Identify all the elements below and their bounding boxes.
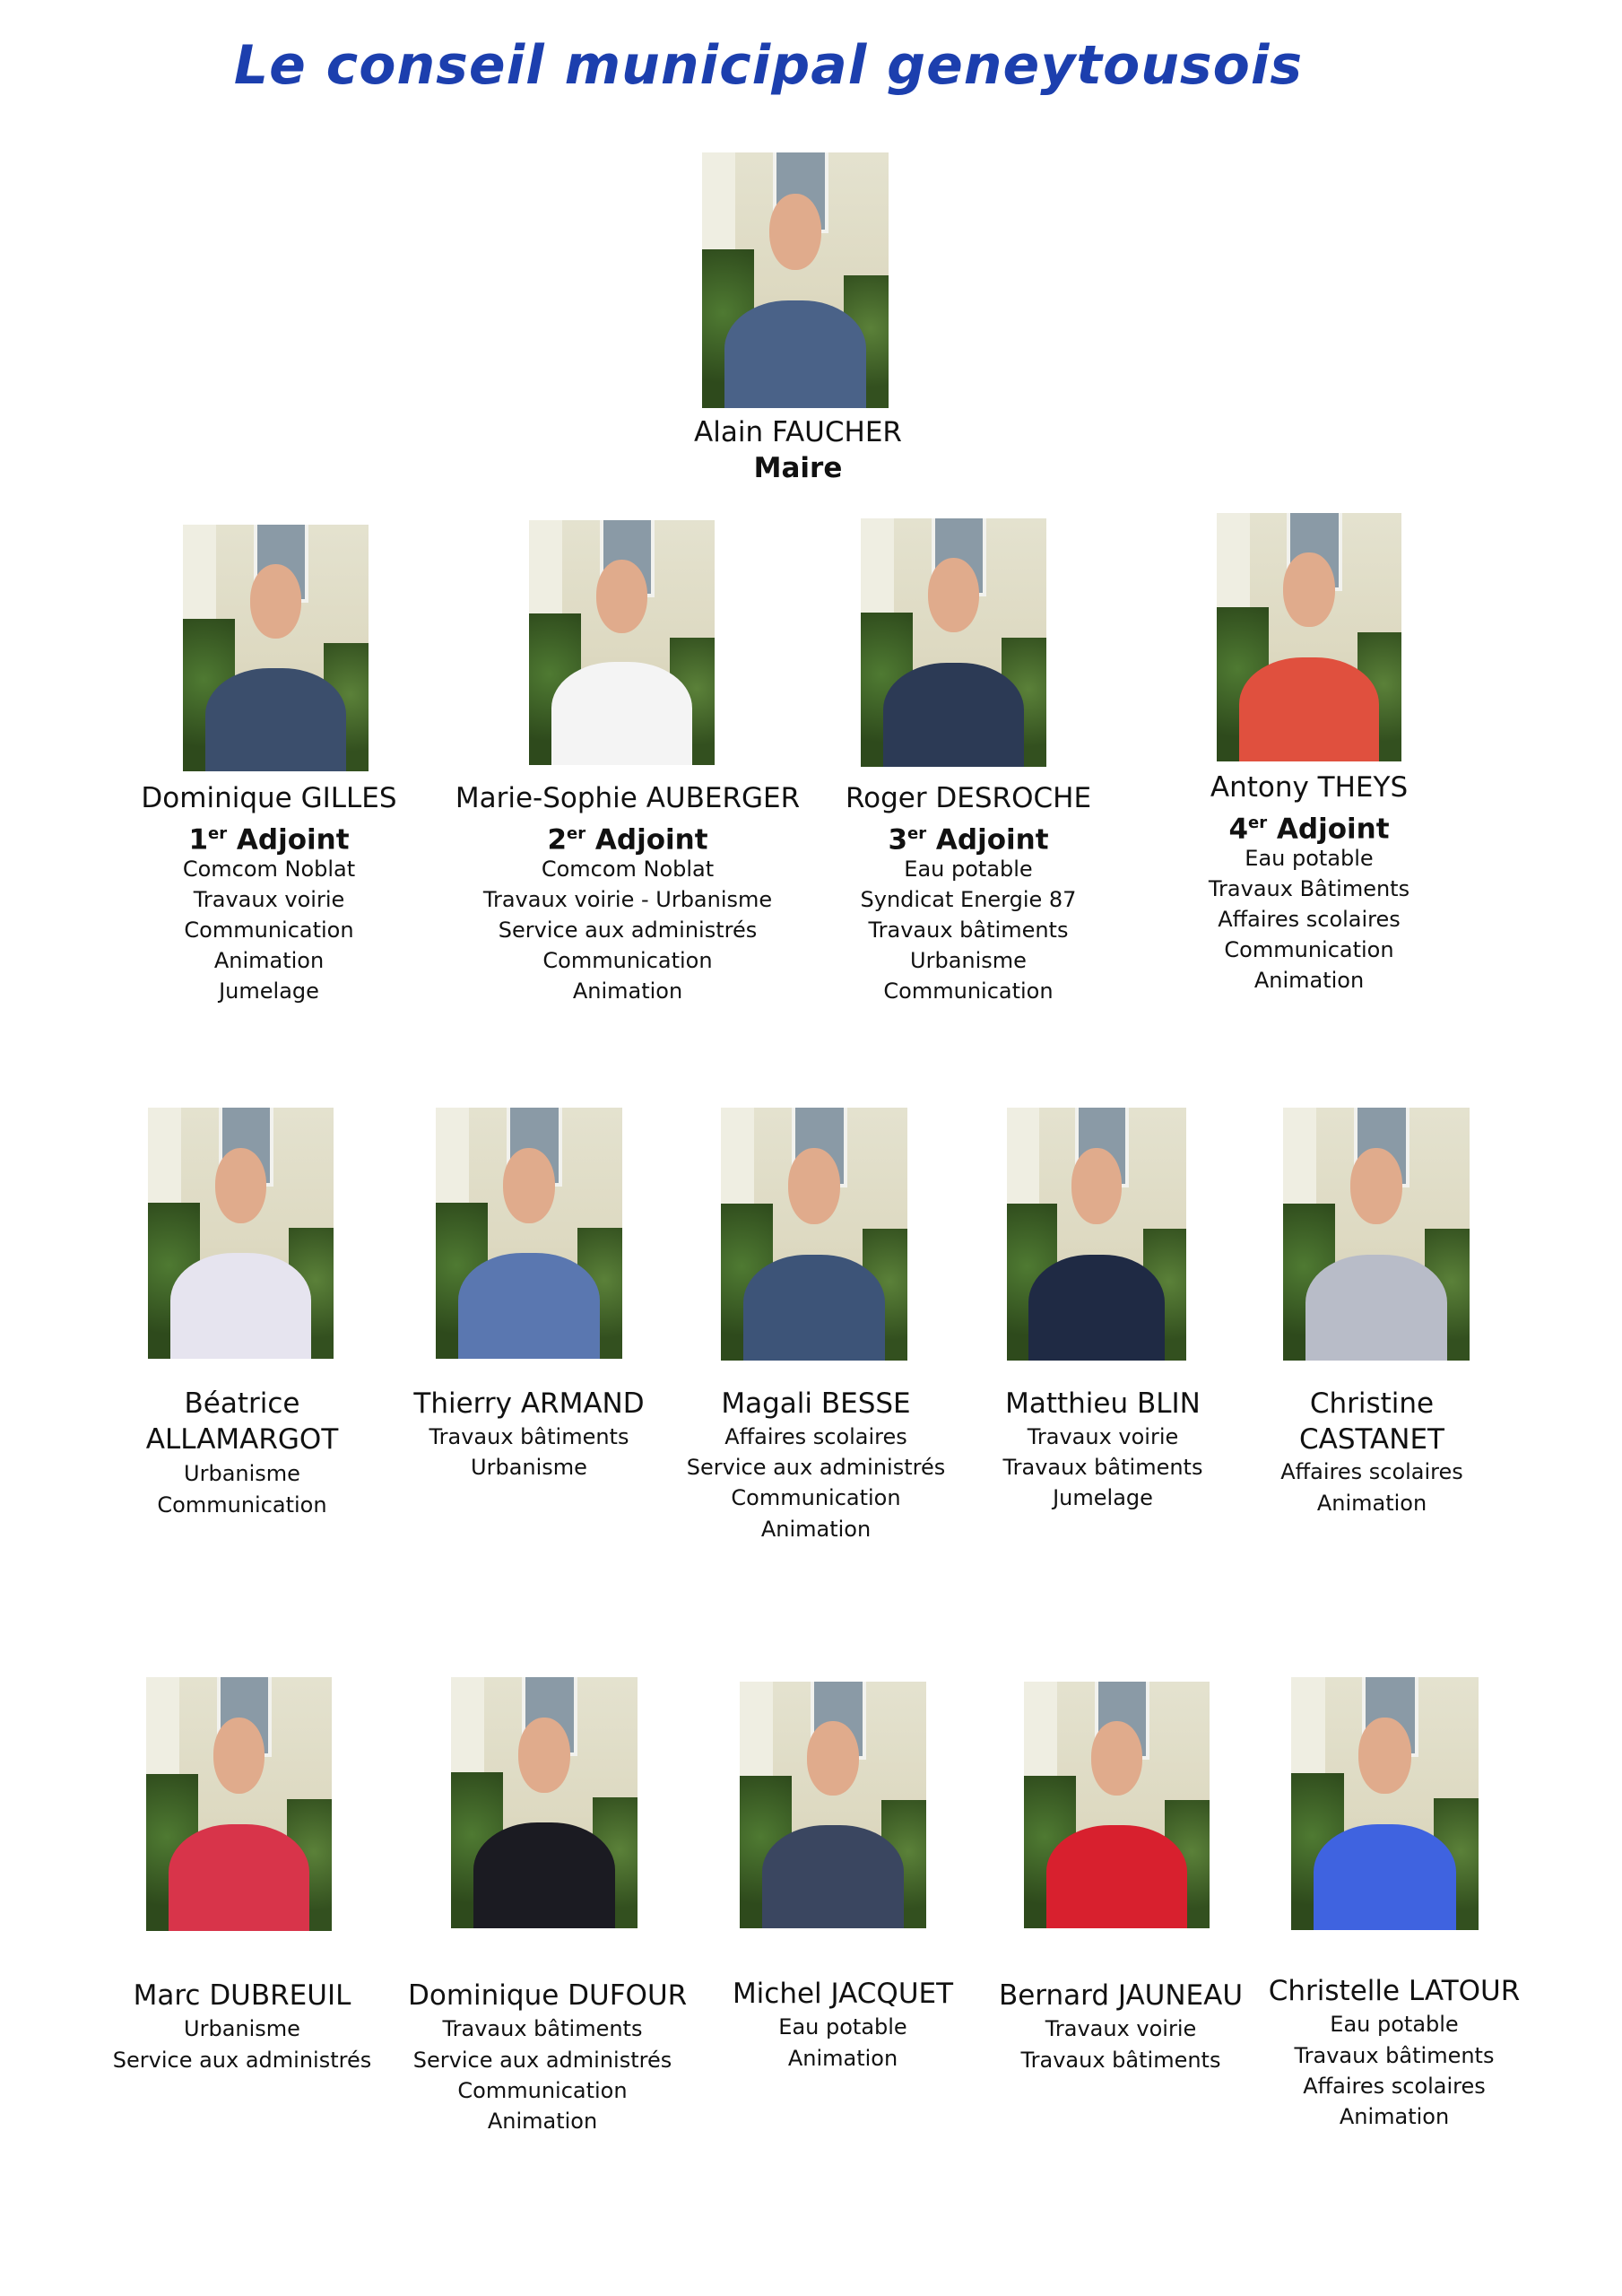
member-task: Jumelage	[1053, 1485, 1153, 1510]
member-card-christine-castanet	[1255, 1108, 1488, 1520]
member-photo	[1291, 1677, 1479, 1930]
member-photo	[721, 1108, 907, 1361]
role-label: Adjoint	[594, 823, 708, 857]
member-task: Travaux bâtiments	[1020, 2048, 1221, 2073]
member-task: Animation	[572, 978, 683, 1004]
member-task: Communication	[184, 918, 354, 943]
member-name: Antony THEYS	[1210, 771, 1409, 804]
member-task: Communication	[457, 2078, 628, 2103]
member-photo	[1217, 513, 1401, 761]
member-task: Travaux voirie	[1045, 2016, 1197, 2041]
member-name: Roger DESROCHE	[845, 782, 1092, 814]
member-photo	[148, 1108, 334, 1359]
member-task: Service aux administrés	[112, 2048, 372, 2073]
member-task: Affaires scolaires	[1303, 2074, 1486, 2099]
member-task: Urbanisme	[184, 1461, 300, 1486]
member-task: Jumelage	[219, 978, 319, 1004]
member-card-alain-faucher	[619, 152, 977, 493]
member-photo	[861, 518, 1046, 767]
member-task: Communication	[1224, 937, 1394, 962]
member-card-christelle-latour	[1260, 1677, 1529, 2144]
member-card-beatrice-allamargot	[126, 1108, 359, 1520]
member-card-bernard-jauneau	[991, 1682, 1251, 2076]
role-label: Adjoint	[236, 823, 350, 857]
member-task: Animation	[213, 948, 325, 973]
member-photo	[146, 1677, 332, 1931]
member-task: Eau potable	[778, 2014, 907, 2039]
member-card-matthieu-blin	[968, 1108, 1237, 1520]
member-card-thierry-armand	[395, 1108, 664, 1480]
member-task: Comcom Noblat	[541, 857, 715, 882]
role-suffix: er	[208, 824, 228, 843]
member-task: Affaires scolaires	[1218, 907, 1401, 932]
member-name: Christine	[1309, 1387, 1435, 1420]
member-task: Urbanisme	[184, 2016, 300, 2041]
member-task: Urbanisme	[910, 948, 1027, 973]
member-task: Travaux Bâtiments	[1208, 876, 1410, 901]
member-task: Animation	[487, 2109, 598, 2134]
member-card-antony-theys	[1175, 513, 1444, 1002]
member-task: Eau potable	[904, 857, 1033, 882]
member-card-marc-dubreuil	[112, 1677, 372, 2072]
member-task: Communication	[542, 948, 713, 973]
member-task: Animation	[787, 2046, 898, 2071]
member-role	[825, 816, 1112, 857]
role-suffix: er	[907, 824, 927, 843]
member-role: Maire	[753, 452, 843, 484]
member-card-michel-jacquet	[713, 1682, 973, 2076]
member-task: Service aux administrés	[498, 918, 758, 943]
member-task: Travaux bâtiments	[429, 1424, 629, 1449]
member-task: Travaux voirie - Urbanisme	[482, 887, 773, 912]
member-card-roger-desroche	[825, 518, 1112, 1009]
role-number: 2	[547, 823, 568, 857]
role-number: 3	[888, 823, 908, 857]
member-photo	[183, 525, 369, 771]
member-photo	[1024, 1682, 1210, 1928]
page-title: Le conseil municipal geneytousois	[233, 34, 1304, 97]
member-role	[448, 816, 807, 857]
member-task: Animation	[1253, 968, 1365, 993]
member-task: Animation	[1339, 2104, 1450, 2129]
member-role	[1175, 805, 1444, 847]
member-task: Travaux bâtiments	[1294, 2043, 1495, 2068]
member-photo	[1007, 1108, 1186, 1361]
member-task: Service aux administrés	[686, 1455, 946, 1480]
member-task: Urbanisme	[471, 1455, 587, 1480]
member-name: Marc DUBREUIL	[133, 1979, 351, 2012]
member-task: Communication	[731, 1485, 901, 1510]
member-photo	[702, 152, 889, 408]
member-task: Affaires scolaires	[1280, 1459, 1463, 1484]
member-name: Béatrice	[184, 1387, 300, 1420]
member-role	[134, 816, 403, 857]
member-name: Christelle LATOUR	[1268, 1975, 1521, 2007]
member-name: Dominique DUFOUR	[408, 1979, 688, 2012]
member-task: Animation	[1316, 1491, 1427, 1516]
member-task: Eau potable	[1245, 846, 1374, 871]
role-suffix: er	[1248, 813, 1268, 832]
member-name: Bernard JAUNEAU	[998, 1979, 1244, 2012]
role-number: 1	[188, 823, 209, 857]
member-task: Communication	[883, 978, 1054, 1004]
member-name: Marie-Sophie AUBERGER	[455, 782, 801, 814]
member-photo	[1283, 1108, 1470, 1361]
member-name: CASTANET	[1299, 1423, 1444, 1456]
member-name: Thierry ARMAND	[413, 1387, 645, 1420]
member-photo	[451, 1677, 638, 1928]
member-task: Communication	[157, 1492, 327, 1518]
role-label: Adjoint	[1276, 813, 1390, 846]
member-photo	[740, 1682, 926, 1928]
member-task: Eau potable	[1330, 2012, 1459, 2037]
member-photo	[529, 520, 715, 765]
member-name: Magali BESSE	[721, 1387, 911, 1420]
member-task: Travaux bâtiments	[442, 2016, 643, 2041]
role-number: 4	[1228, 813, 1249, 846]
member-name: Matthieu BLIN	[1005, 1387, 1201, 1420]
member-task: Travaux voirie	[1027, 1424, 1179, 1449]
member-name: ALLAMARGOT	[145, 1423, 339, 1456]
member-name: Alain FAUCHER	[694, 416, 902, 448]
member-task: Syndicat Energie 87	[860, 887, 1077, 912]
member-card-dominique-gilles	[134, 525, 403, 1009]
role-suffix: er	[567, 824, 586, 843]
member-photo	[436, 1108, 622, 1359]
member-task: Comcom Noblat	[182, 857, 356, 882]
member-card-dominique-dufour	[408, 1677, 688, 2144]
member-task: Travaux bâtiments	[1002, 1455, 1203, 1480]
member-name: Michel JACQUET	[732, 1978, 954, 2010]
member-card-magali-besse	[681, 1108, 950, 1547]
role-label: Adjoint	[935, 823, 1049, 857]
member-task: Affaires scolaires	[724, 1424, 907, 1449]
member-task: Service aux administrés	[412, 2048, 672, 2073]
member-name: Dominique GILLES	[141, 782, 397, 814]
member-task: Travaux bâtiments	[868, 918, 1069, 943]
member-task: Animation	[760, 1517, 872, 1542]
member-task: Travaux voirie	[193, 887, 345, 912]
member-card-marie-sophie-auberger	[448, 520, 807, 1009]
